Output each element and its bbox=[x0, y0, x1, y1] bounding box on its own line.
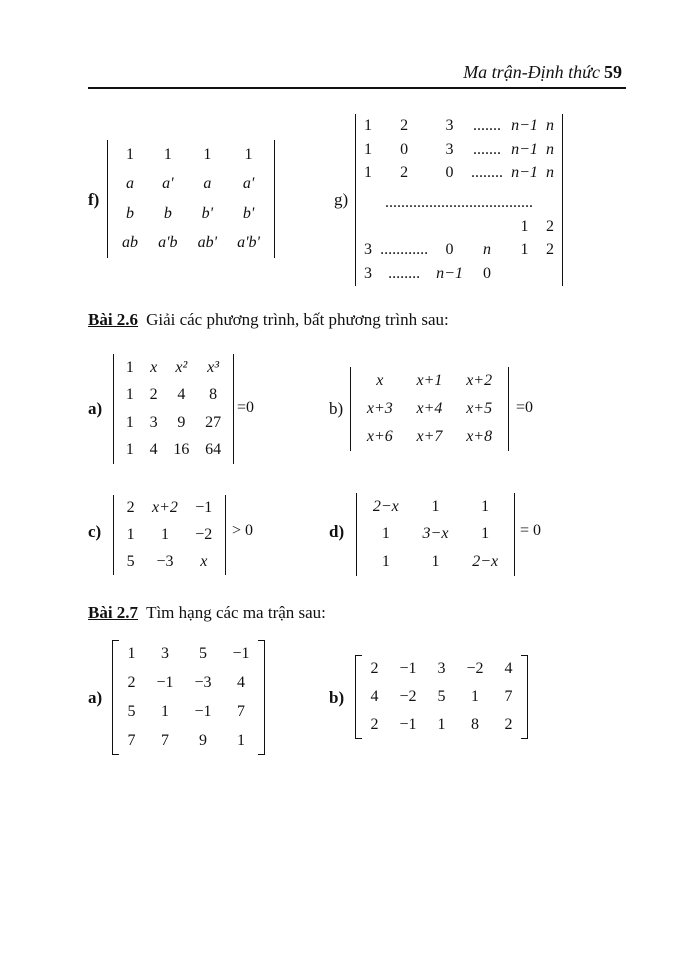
matrix-cell: −2 bbox=[195, 525, 213, 543]
matrix-cell: a' bbox=[242, 175, 255, 193]
matrix-cell: 1 bbox=[127, 645, 136, 663]
matrix-cell: n−1 bbox=[511, 164, 538, 182]
matrix-cell: −3 bbox=[156, 552, 174, 570]
matrix-cell: n bbox=[545, 164, 554, 182]
matrix-cell: 3 bbox=[160, 645, 169, 663]
matrix-cell: ........ bbox=[388, 265, 421, 283]
item-label: a) bbox=[88, 399, 103, 418]
matrix-cell: 4 bbox=[177, 386, 186, 404]
relation-suffix: = 0 bbox=[520, 522, 542, 539]
matrix-cell: 1 bbox=[125, 386, 134, 404]
matrix-cell: 2−x bbox=[372, 497, 399, 515]
item-label: d) bbox=[329, 522, 345, 541]
matrix-cell: 8 bbox=[470, 716, 479, 733]
matrix-cell: x² bbox=[175, 358, 188, 376]
matrix-cell: −1 bbox=[195, 499, 213, 517]
matrix-cell: x bbox=[150, 358, 158, 376]
matrix-cell: 27 bbox=[205, 413, 222, 431]
matrix-cell: ab bbox=[122, 234, 139, 252]
matrix-cell: 2 bbox=[400, 116, 409, 134]
matrix-cell: x+2 bbox=[466, 372, 493, 389]
matrix-cell: 3 bbox=[445, 140, 454, 158]
matrix-cell: x+6 bbox=[366, 428, 393, 445]
matrix-cell: 2 bbox=[126, 499, 135, 517]
matrix-cell: −1 bbox=[399, 660, 417, 677]
matrix-cell: 1 bbox=[203, 145, 212, 163]
matrix-cell: x+8 bbox=[466, 428, 493, 445]
exercise-2-6-heading bbox=[88, 310, 449, 330]
matrix-cell: −1 bbox=[156, 674, 174, 692]
matrix-cell: n−1 bbox=[436, 265, 463, 283]
relation-suffix: =0 bbox=[237, 399, 255, 416]
determinant bbox=[107, 140, 275, 258]
matrix bbox=[112, 640, 265, 755]
matrix-cell: −3 bbox=[194, 674, 212, 692]
matrix-cell: n−1 bbox=[511, 140, 538, 158]
matrix-cell: −1 bbox=[399, 716, 417, 733]
matrix-cell: x+2 bbox=[152, 499, 178, 517]
matrix-cell: 9 bbox=[198, 731, 207, 749]
matrix-cell: n bbox=[545, 116, 554, 134]
determinant bbox=[113, 354, 234, 464]
matrix-cell: 3−x bbox=[422, 525, 449, 543]
matrix-cell: 0 bbox=[483, 265, 492, 283]
matrix-cell: 7 bbox=[236, 702, 245, 720]
matrix-cell: 7 bbox=[127, 731, 136, 749]
matrix-cell: 1 bbox=[481, 525, 490, 543]
matrix-cell: 1 bbox=[381, 525, 390, 543]
matrix-cell: 1 bbox=[520, 217, 529, 235]
matrix-cell: 1 bbox=[381, 553, 390, 571]
matrix-cell: 64 bbox=[205, 441, 222, 459]
matrix-cell: −1 bbox=[194, 702, 212, 720]
matrix-cell: −2 bbox=[466, 660, 484, 677]
matrix-cell: 2 bbox=[545, 241, 554, 259]
exercise-instruction: Giải các phương trình, bất phương trình sau: bbox=[146, 310, 449, 329]
matrix-cell: 5 bbox=[127, 702, 136, 720]
matrix-cell: 2 bbox=[400, 164, 409, 182]
exercise-2-7-heading bbox=[88, 603, 326, 623]
matrix-cell: 0 bbox=[400, 140, 409, 158]
matrix-cell: n bbox=[483, 241, 492, 259]
matrix-cell: a'b' bbox=[237, 234, 260, 252]
matrix-cell: x bbox=[200, 552, 208, 570]
matrix-cell: b' bbox=[242, 204, 255, 222]
matrix-cell: −2 bbox=[399, 688, 417, 705]
matrix-cell: 0 bbox=[445, 241, 454, 259]
matrix-cell: x+7 bbox=[416, 428, 443, 445]
running-header bbox=[463, 62, 622, 83]
exercise-number: Bài 2.6 bbox=[88, 310, 139, 329]
determinant bbox=[350, 367, 509, 451]
matrix-cell: 0 bbox=[445, 164, 454, 182]
matrix-cell: ............ bbox=[380, 241, 429, 259]
matrix-cell: 1 bbox=[160, 525, 169, 543]
matrix-cell bbox=[376, 218, 432, 236]
matrix-cell: n−1 bbox=[511, 116, 538, 134]
matrix-cell: 3 bbox=[149, 413, 158, 431]
relation-suffix: =0 bbox=[516, 399, 534, 416]
matrix-cell: 1 bbox=[520, 241, 529, 259]
matrix-cell: 4 bbox=[370, 688, 379, 705]
matrix-cell: 1 bbox=[364, 164, 373, 182]
matrix-cell: 5 bbox=[198, 645, 207, 663]
matrix-cell: 4 bbox=[149, 441, 158, 459]
matrix-cell: 8 bbox=[209, 386, 218, 404]
matrix-cell: 1 bbox=[126, 525, 135, 543]
matrix-cell: b bbox=[163, 204, 172, 222]
matrix-cell: x bbox=[376, 372, 384, 389]
matrix-cell: 1 bbox=[125, 413, 134, 431]
matrix-cell: 4 bbox=[504, 660, 513, 677]
matrix-cell: 4 bbox=[236, 674, 245, 692]
matrix-cell: 5 bbox=[126, 552, 135, 570]
matrix-cell: 2 bbox=[504, 716, 513, 733]
matrix-cell: 1 bbox=[236, 731, 245, 749]
matrix-cell: 1 bbox=[364, 116, 373, 134]
matrix-cell: 2 bbox=[127, 674, 136, 692]
matrix-cell: ....... bbox=[473, 116, 502, 134]
matrix-cell: 1 bbox=[244, 145, 253, 163]
matrix-cell: 3 bbox=[364, 241, 373, 259]
matrix-cell: 1 bbox=[160, 702, 169, 720]
matrix-cell: 7 bbox=[160, 731, 169, 749]
exercise-number: Bài 2.7 bbox=[88, 603, 139, 622]
matrix-cell: 2 bbox=[370, 716, 379, 733]
matrix-cell: a' bbox=[162, 175, 174, 193]
matrix-cell: x+3 bbox=[366, 400, 393, 417]
item-label: b) bbox=[329, 399, 344, 418]
item-label: a) bbox=[88, 688, 103, 707]
matrix-cell: 9 bbox=[177, 413, 186, 431]
matrix-cell: 2 bbox=[545, 217, 554, 235]
matrix-cell: 3 bbox=[437, 660, 446, 677]
matrix-cell: a bbox=[203, 175, 212, 193]
matrix-cell: 1 bbox=[163, 145, 172, 163]
header-rule bbox=[88, 87, 626, 89]
matrix-cell: 5 bbox=[437, 688, 446, 705]
matrix-cell: x³ bbox=[207, 358, 220, 376]
matrix-cell: b' bbox=[201, 204, 214, 222]
matrix-cell: ab' bbox=[197, 234, 218, 252]
matrix bbox=[355, 655, 528, 739]
matrix-cell: x+4 bbox=[416, 400, 443, 417]
relation-suffix: > 0 bbox=[232, 522, 254, 539]
matrix-cell bbox=[467, 218, 507, 236]
item-label: b) bbox=[329, 688, 345, 707]
matrix-cell: 1 bbox=[125, 358, 134, 376]
matrix-cell: b bbox=[126, 204, 135, 222]
page-number: 59 bbox=[604, 62, 622, 82]
matrix-cell: 1 bbox=[431, 553, 440, 571]
matrix-cell bbox=[360, 218, 376, 236]
matrix-cell: 3 bbox=[364, 265, 373, 283]
determinant bbox=[356, 493, 515, 576]
matrix-cell: 1 bbox=[125, 441, 134, 459]
matrix-cell: 1 bbox=[470, 688, 479, 705]
exercise-instruction: Tìm hạng các ma trận sau: bbox=[146, 603, 326, 622]
matrix-cell: ....... bbox=[473, 140, 502, 158]
matrix-cell: 1 bbox=[431, 497, 440, 515]
matrix-cell: 1 bbox=[437, 716, 446, 733]
determinant bbox=[113, 495, 226, 575]
matrix-cell bbox=[432, 218, 467, 236]
matrix-cell: a'b bbox=[158, 234, 178, 252]
matrix-cell: 2 bbox=[149, 386, 158, 404]
matrix-cell: 2 bbox=[370, 660, 379, 677]
matrix-cell: 2−x bbox=[472, 553, 499, 571]
matrix-cell: a bbox=[126, 175, 135, 193]
item-label: f) bbox=[88, 190, 100, 209]
matrix-cell: 1 bbox=[481, 497, 490, 515]
header-title: Ma trận-Định thức bbox=[463, 62, 600, 82]
item-label: c) bbox=[88, 522, 102, 541]
matrix-cell: 3 bbox=[445, 116, 454, 134]
matrix-cell: 1 bbox=[126, 145, 135, 163]
matrix-cell: ..................................... bbox=[385, 193, 533, 211]
matrix-cell: x+1 bbox=[416, 372, 443, 389]
matrix-cell: x+5 bbox=[466, 400, 493, 417]
matrix-cell: −1 bbox=[232, 645, 250, 663]
matrix-cell: 1 bbox=[364, 140, 373, 158]
determinant bbox=[355, 114, 563, 286]
matrix-cell: 7 bbox=[504, 688, 513, 705]
matrix-cell: 16 bbox=[173, 441, 190, 459]
item-label: g) bbox=[334, 190, 349, 209]
matrix-cell: ........ bbox=[471, 164, 504, 182]
matrix-cell: n bbox=[545, 140, 554, 158]
